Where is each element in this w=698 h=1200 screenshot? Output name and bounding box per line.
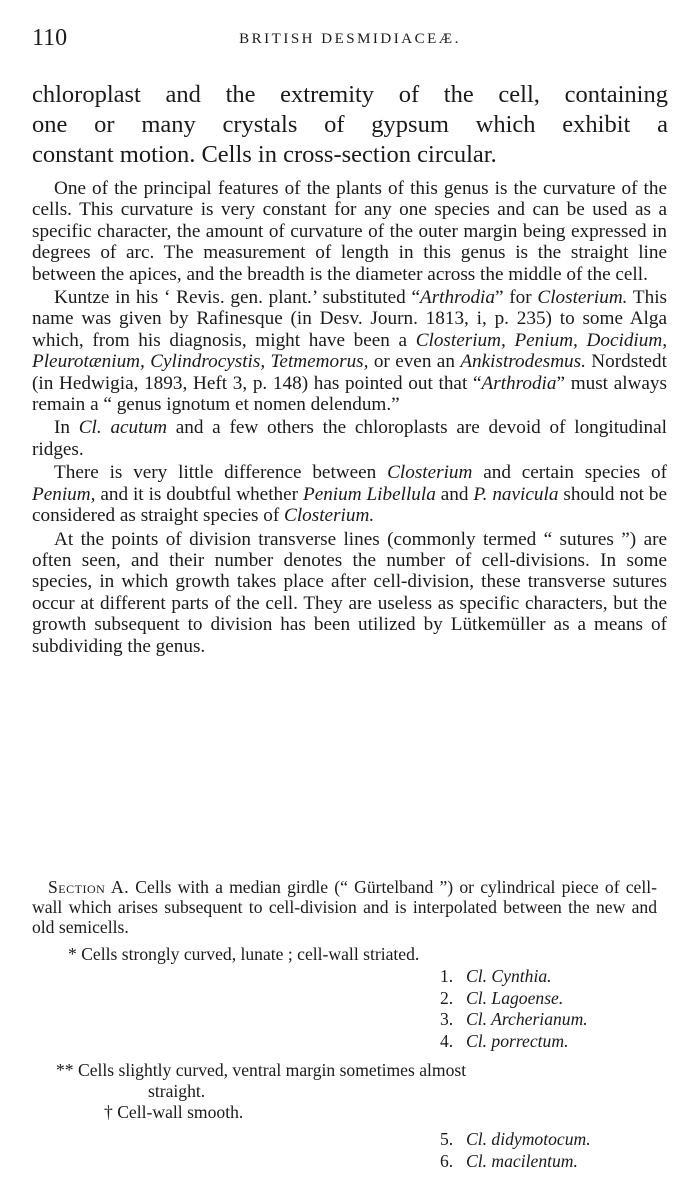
text-run: Nordstedt (in Hedwigia, 1893, Heft 3, p. 148) has pointed out that “: [32, 351, 667, 394]
paragraph-sutures: At the points of division transverse lines (commonly termed “ sutures ”) are often seen, and their number denotes the number of cell-divisions. In some species, in which growth takes place after cell-division, these transverse sutures occur at different parts of the cell. They are useless as specific characters, but the growth subsequent to division has been utilized by Lütkemüller as a means of subdividing the genus.: [32, 528, 667, 657]
section-a: [32, 877, 657, 938]
species-number: 2.: [440, 987, 454, 1008]
page-header: [32, 22, 668, 56]
text-run: and: [435, 483, 474, 505]
text-run: and it is doubtful whether: [95, 483, 303, 505]
species-name: Cl. Lagoense.: [466, 987, 564, 1008]
species-number: 1.: [440, 966, 454, 986]
continuation-paragraph: [32, 80, 668, 170]
species-item: [440, 1009, 670, 1031]
text-run: In: [54, 417, 79, 439]
text-run: Kuntze in his ‘ Revis. gen. plant.’ substituted “: [54, 287, 420, 309]
subsection-strongly-curved: * Cells strongly curved, lunate ; cell-wall striated.: [68, 944, 420, 964]
species-name: Cl. porrectum.: [466, 1030, 569, 1051]
species-item: [440, 1129, 670, 1151]
subsection-slightly-curved: [56, 1060, 658, 1102]
italic-run: Closterium.: [537, 287, 628, 309]
text-run: and certain species of: [472, 462, 667, 484]
intro-line-1: chloroplast and the extremity of the cell, containing: [32, 81, 668, 108]
species-list-1: [440, 966, 670, 1052]
section-label: Section A.: [48, 877, 130, 897]
paragraph-penium: [32, 462, 667, 526]
text-run: There is very little difference between: [54, 462, 388, 484]
species-number: 4.: [440, 1030, 454, 1051]
running-title: BRITISH DESMIDIACEÆ.: [239, 31, 461, 47]
italic-run: Penium,: [32, 483, 96, 505]
text-run: and a few others the chloroplasts are devoid of longitudinal ridges.: [32, 417, 667, 460]
species-name: Cl. Cynthia.: [466, 966, 552, 986]
species-number: 5.: [440, 1129, 454, 1149]
text-run: This name was given by Rafinesque (in Desv. Journ. 1813, i, p. 235) to some Alga which, from his diagnosis, might have been a: [32, 287, 668, 351]
species-name: Cl. Archerianum.: [466, 1009, 588, 1029]
paragraph-kuntze: [32, 287, 667, 415]
paragraph-curvature: One of the principal features of the plants of this genus is the curvature of the cells. This curvature is very constant for any one species and can be used as a specific character, the amount of curvature of the outer margin being expressed in degrees of arc. The measurement of length in this genus is the straight line between the apices, and the breadth is the diameter across the middle of the cell.: [32, 178, 667, 285]
species-item: [440, 966, 670, 988]
subsection-line-2: straight.: [148, 1081, 206, 1101]
italic-run: Arthrodia: [481, 372, 557, 394]
body-text: [32, 178, 667, 657]
subsection-line-1: ** Cells slightly curved, ventral margin sometimes almost: [56, 1060, 467, 1080]
italic-run: Closterium.: [284, 505, 375, 527]
text-run: or even an: [368, 351, 461, 373]
species-item: [440, 1031, 670, 1053]
species-item: [440, 988, 670, 1010]
species-number: 6.: [440, 1150, 454, 1171]
subsection-cell-wall-smooth: † Cell-wall smooth.: [104, 1102, 244, 1122]
intro-line-2: one or many crystals of gypsum which exhibit a: [32, 111, 668, 138]
italic-run: P. navicula: [473, 483, 559, 505]
italic-run: Ankistrodesmus.: [460, 351, 586, 373]
species-name: Cl. didymotocum.: [466, 1129, 591, 1149]
italic-run: Closterium: [387, 462, 473, 484]
section-text: Cells with a median girdle (“ Gürtelband ”) or cylindrical piece of cell-wall which arises subsequent to cell-division and is interpolated between the new and old semicells.: [32, 877, 657, 938]
italic-run: Closterium, Penium, Docidium, Pleurotænium, Cylindrocystis, Tetmemorus,: [32, 329, 667, 373]
species-name: Cl. macilentum.: [466, 1150, 578, 1171]
text-run: ” must always remain a “ genus ignotum et nomen delendum.”: [32, 372, 667, 416]
text-run: ” for: [494, 287, 538, 309]
italic-run: Penium Libellula: [302, 483, 436, 505]
italic-run: Cl. acutum: [78, 417, 167, 439]
text-run: should not be considered as straight species of: [32, 483, 667, 527]
paragraph-acutum: [32, 417, 667, 460]
species-number: 3.: [440, 1009, 454, 1029]
species-item: [440, 1151, 670, 1173]
page-number: 110: [32, 25, 68, 51]
italic-run: Arthrodia: [419, 287, 495, 309]
intro-line-3: constant motion. Cells in cross-section circular.: [32, 141, 497, 168]
species-list-2: [440, 1129, 670, 1172]
